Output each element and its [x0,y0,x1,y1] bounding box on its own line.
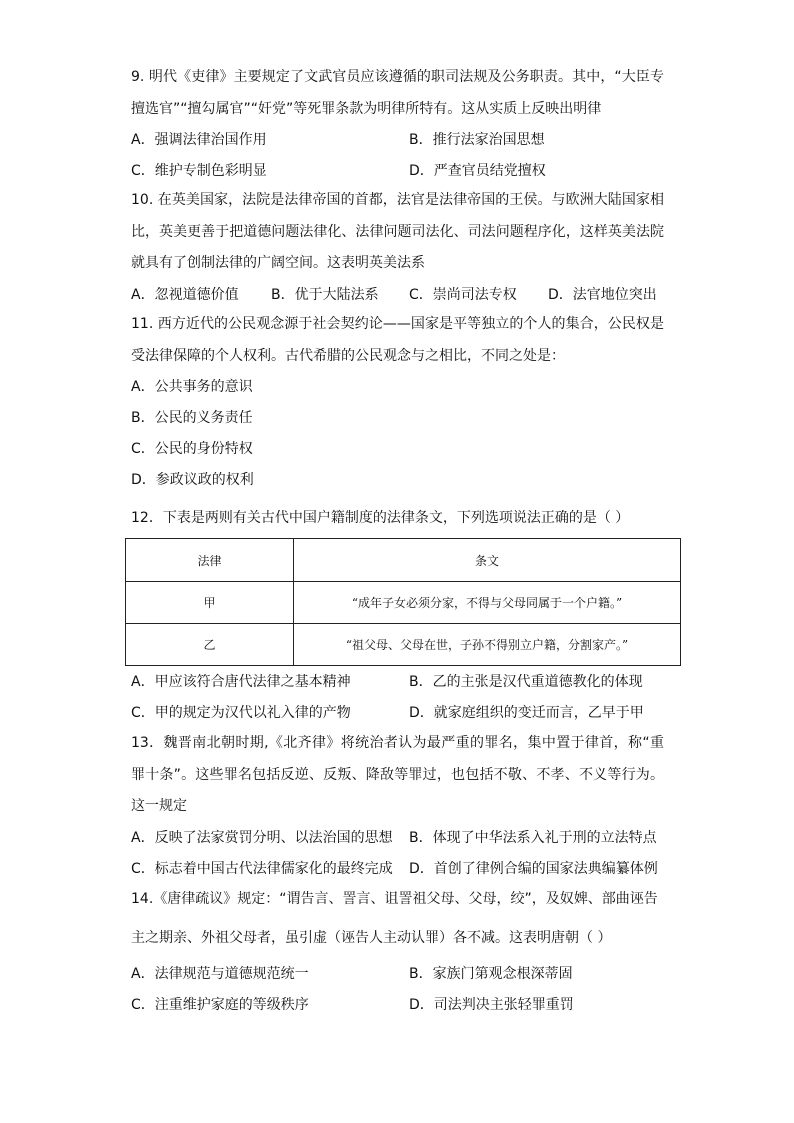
question-12-option-c[interactable]: C．甲的规定为汉代以礼入律的产物 [131,705,351,721]
question-12-option-a[interactable]: A．甲应该符合唐代法律之基本精神 [131,674,351,690]
question-14-stem-line-1: 14.《唐律疏议》规定：“谓告言、詈言、诅詈祖父母、父母，绞”，及奴婢、部曲诬告 [131,891,658,907]
question-13-option-c[interactable]: C．标志着中国古代法律儒家化的最终完成 [131,860,393,877]
question-9-option-d[interactable]: D．严查官员结党擅权 [409,163,546,179]
law-table-header-text: 条文 [294,539,681,582]
question-14-options-row-2 [131,990,664,1021]
question-12-option-b[interactable]: B．乙的主张是汉代重道德教化的体现 [409,674,643,690]
question-9 [131,62,664,187]
law-table-cell-law: 乙 [126,624,294,666]
question-9-option-a[interactable]: A．强调法律治国作用 [131,132,267,148]
question-9-options-row-1 [131,125,664,156]
question-12-options [131,667,664,729]
question-13-stem: 13．魏晋南北朝时期,《北齐律》将统治者认为最严重的罪名，集中置于律首，称“重罪十条”。这些罪名包括反逆、反叛、降敌等罪过，也包括不敬、不孝、不义等行为。这一规定 [131,735,664,814]
question-11-stem: 11. 西方近代的公民观念源于社会契约论——国家是平等独立的个人的集合，公民权是受法律保障的个人权利。古代希腊的公民观念与之相比，不同之处是： [131,316,664,364]
question-10-option-c[interactable]: C．崇尚司法专权 [409,286,517,303]
question-14-option-d[interactable]: D．司法判决主张轻罪重罚 [409,997,574,1013]
question-12-stem: 12．下表是两则有关古代中国户籍制度的法律条文，下列选项说法正确的是（ ） [131,510,630,526]
question-14-option-c[interactable]: C．注重维护家庭的等级秩序 [131,997,309,1013]
question-10-option-d[interactable]: D．法官地位突出 [548,286,657,303]
question-10-option-a[interactable]: A．忽视道德价值 [131,286,239,303]
question-9-option-b[interactable]: B．推行法家治国思想 [409,132,545,148]
question-11 [131,309,664,496]
table-row [126,582,681,624]
question-14-options-row-1 [131,959,664,990]
law-table-header-row [126,539,681,582]
question-9-option-c[interactable]: C．维护专制色彩明显 [131,163,267,179]
question-13-option-b[interactable]: B．体现了中华法系入礼于刑的立法特点 [409,829,657,846]
question-9-stem: 9. 明代《吏律》主要规定了文武官员应该遵循的职司法规及公务职责。其中，“大臣专擅选官”“擅勾属官”“奸党”等死罪条款为明律所特有。这从实质上反映出明律 [131,69,664,117]
question-11-option-b[interactable]: B．公民的义务责任 [131,410,253,426]
law-table-header-law: 法律 [126,539,294,582]
question-11-option-c[interactable]: C．公民的身份特权 [131,441,253,457]
question-13-option-a[interactable]: A．反映了法家赏罚分明、以法治国的思想 [131,829,393,846]
question-12-option-d[interactable]: D．就家庭组织的变迁而言，乙早于甲 [409,705,644,721]
law-table-cell-law: 甲 [126,582,294,624]
question-10-option-b[interactable]: B．优于大陆法系 [271,286,379,303]
law-table-cell-text: “成年子女必须分家，不得与父母同属于一个户籍。” [294,582,681,624]
question-9-options-row-2 [131,156,664,187]
law-table-cell-text: “祖父母、父母在世，子孙不得别立户籍，分割家产。” [294,624,681,666]
question-14-option-b[interactable]: B．家族门第观念根深蒂固 [409,966,573,982]
question-14 [131,884,664,1021]
question-10 [131,185,664,311]
question-14-option-a[interactable]: A．法律规范与道德规范统一 [131,966,309,982]
question-12-options-row-2 [131,698,664,729]
question-13-options-row-2 [131,854,664,885]
question-13 [131,728,664,885]
question-11-option-d[interactable]: D．参政议政的权利 [131,472,254,488]
table-row [126,624,681,666]
question-11-option-a[interactable]: A．公共事务的意识 [131,379,253,395]
question-12 [131,503,664,535]
question-13-option-d[interactable]: D．首创了律例合编的国家法典编纂体例 [409,860,658,877]
law-table [125,538,681,666]
question-10-options-row [131,280,664,311]
question-12-options-row-1 [131,667,664,698]
question-13-options-row-1 [131,823,664,854]
question-10-stem: 10. 在英美国家，法院是法律帝国的首都，法官是法律帝国的王侯。与欧洲大陆国家相比，英美更善于把道德问题法律化、法律问题司法化、司法问题程序化，这样英美法院就具有了创制法律的广阔空间。这表明英美法系 [131,192,664,271]
question-14-stem-line-2: 主之期亲、外祖父母者，虽引虚（诬告人主动认罪）各不减。这表明唐朝（ ） [131,929,612,946]
